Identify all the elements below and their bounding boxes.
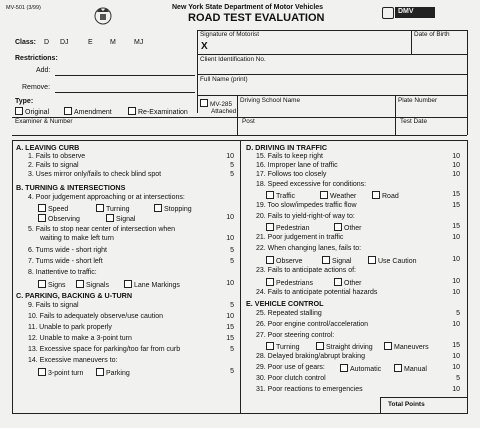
type-amendment[interactable]: Amendment: [64, 107, 112, 117]
test-date-label: Test Date: [400, 118, 427, 125]
type-original[interactable]: Original: [15, 107, 49, 117]
b8-signals[interactable]: Signals: [76, 280, 109, 290]
c14-parking[interactable]: Parking: [96, 368, 130, 378]
item-26: 26. Poor engine control/acceleration: [256, 321, 369, 328]
item-6: 6. Turns wide - short right: [28, 247, 107, 254]
item-8-pts: 10: [226, 280, 234, 287]
dmv-logo-text: DMV: [398, 8, 414, 15]
d22-observe[interactable]: Observe: [266, 256, 302, 266]
d20-pedestrian[interactable]: Pedestrian: [266, 223, 309, 233]
b4-signal[interactable]: Signal: [106, 214, 135, 224]
item-11: 11. Unable to park properly: [28, 324, 112, 331]
item-22-pts: 10: [452, 256, 460, 263]
item-9: 9. Fails to signal: [28, 302, 79, 309]
item-24: 24. Fails to anticipate potential hazards: [256, 289, 378, 296]
item-18-pts: 15: [452, 191, 460, 198]
type-reexam[interactable]: Re-Examination: [128, 107, 188, 117]
item-24-pts: 10: [452, 289, 460, 296]
item-31: 31. Poor reactions to emergencies: [256, 386, 363, 393]
item-5: 5. Fails to stop near center of intersection when: [28, 226, 176, 233]
b8-signs[interactable]: Signs: [38, 280, 66, 290]
item-17: 17. Follows too closely: [256, 171, 327, 178]
agency-name: New York State Department of Motor Vehicles: [172, 4, 324, 11]
plate-label: Plate Number: [398, 97, 438, 104]
driving-school-label: Driving School Name: [240, 97, 301, 104]
full-name-label: Full Name (print): [200, 76, 248, 83]
item-8: 8. Inattentive to traffic:: [28, 269, 97, 276]
d23-other[interactable]: Other: [334, 278, 362, 288]
item-18: 18. Speed excessive for conditions:: [256, 181, 367, 188]
signature-label: Signature of Motorist: [200, 31, 259, 38]
item-12-pts: 15: [226, 335, 234, 342]
item-20: 20. Fails to yield-right-of way to:: [256, 213, 355, 220]
add-label: Add:: [36, 67, 51, 74]
item-3-pts: 5: [230, 171, 234, 178]
item-2: 2. Fails to signal: [28, 162, 79, 169]
item-5-pts: 10: [226, 235, 234, 242]
d23-pedestrians[interactable]: Pedestrians: [266, 278, 313, 288]
c14-3-point-turn[interactable]: 3-point turn: [38, 368, 83, 378]
item-27: 27. Poor steering control:: [256, 332, 335, 339]
item-1-pts: 10: [226, 153, 234, 160]
attached-label: Attached: [211, 108, 237, 115]
form-id: MV-501 (3/99): [6, 5, 41, 11]
client-id-label: Client Identification No.: [200, 56, 266, 63]
item-11-pts: 15: [226, 324, 234, 331]
d18-weather[interactable]: Weather: [320, 191, 356, 201]
item-27-pts: 15: [452, 342, 460, 349]
d22-signal[interactable]: Signal: [322, 256, 351, 266]
class-m[interactable]: M: [110, 39, 116, 46]
item-13: 13. Excessive space for parking/too far from curb: [28, 346, 181, 353]
class-mj[interactable]: MJ: [134, 39, 144, 46]
item-10: 10. Fails to adequately observe/use caution: [28, 313, 164, 320]
item-4: 4. Poor judgement approaching or at intersections:: [28, 194, 185, 201]
total-points-label: Total Points: [388, 401, 425, 408]
item-16-pts: 10: [452, 162, 460, 169]
d18-traffic[interactable]: Traffic: [266, 191, 295, 201]
item-2-pts: 5: [230, 162, 234, 169]
item-25-pts: 5: [456, 310, 460, 317]
d18-road[interactable]: Road: [372, 191, 399, 201]
b4-turning[interactable]: Turning: [96, 204, 129, 214]
item-22: 22. When changing lanes, fails to:: [256, 245, 362, 252]
item-15: 15. Fails to keep right: [256, 153, 323, 160]
type-label: Type:: [15, 98, 34, 105]
section-a-title: A. LEAVING CURB: [16, 143, 80, 152]
state-seal-icon: [92, 4, 114, 26]
item-30: 30. Poor clutch control: [256, 375, 326, 382]
item-19: 19. Too slow/impedes traffic flow: [256, 202, 357, 209]
item-6-pts: 5: [230, 247, 234, 254]
b4-observing[interactable]: Observing: [38, 214, 80, 224]
item-21: 21. Poor judgement in traffic: [256, 234, 344, 241]
item-20-pts: 15: [452, 223, 460, 230]
item-17-pts: 10: [452, 171, 460, 178]
item-23-pts: 10: [452, 278, 460, 285]
item-5-cont: waiting to make left turn: [40, 235, 114, 242]
section-d-title: D. DRIVING IN TRAFFIC: [246, 143, 328, 152]
item-14: 14. Excessive maneuvers to:: [28, 357, 118, 364]
item-10-pts: 10: [226, 313, 234, 320]
item-9-pts: 5: [230, 302, 234, 309]
item-29-pts: 10: [452, 364, 460, 371]
item-16: 16. Improper lane of traffic: [256, 162, 338, 169]
item-31-pts: 10: [452, 386, 460, 393]
item-21-pts: 10: [452, 234, 460, 241]
item-4-pts: 10: [226, 214, 234, 221]
remove-label: Remove:: [22, 84, 51, 91]
dob-label: Date of Birth: [414, 31, 450, 38]
item-23: 23. Fails to anticipate actions of:: [256, 267, 356, 274]
item-1: 1. Fails to observe: [28, 153, 86, 160]
d20-other[interactable]: Other: [334, 223, 362, 233]
signature-mark: X: [201, 41, 208, 52]
item-15-pts: 10: [452, 153, 460, 160]
item-14-pts: 5: [230, 368, 234, 375]
item-25: 25. Repeated stalling: [256, 310, 322, 317]
item-26-pts: 10: [452, 321, 460, 328]
e27-maneuvers[interactable]: Maneuvers: [384, 342, 429, 352]
item-30-pts: 5: [456, 375, 460, 382]
item-28-pts: 10: [452, 353, 460, 360]
b4-stopping[interactable]: Stopping: [154, 204, 192, 214]
section-e-title: E. VEHICLE CONTROL: [246, 299, 324, 308]
e27-turning[interactable]: Turning: [266, 342, 299, 352]
restrictions-label: Restrictions:: [15, 55, 58, 62]
e27-straight-driving[interactable]: Straight driving: [316, 342, 373, 352]
b8-lane-markings[interactable]: Lane Markings: [124, 280, 180, 290]
class-label: Class:: [15, 39, 37, 46]
item-19-pts: 15: [452, 202, 460, 209]
section-c-title: C. PARKING, BACKING & U-TURN: [16, 291, 133, 300]
class-d[interactable]: D: [44, 39, 50, 46]
dmv-logo: [382, 6, 436, 20]
d22-use-caution[interactable]: Use Caution: [368, 256, 417, 266]
e29-automatic[interactable]: Automatic: [340, 364, 381, 374]
item-3: 3. Uses mirror only/fails to check blind spot: [28, 171, 162, 178]
class-e[interactable]: E: [88, 39, 93, 46]
class-dj[interactable]: DJ: [60, 39, 69, 46]
item-7: 7. Turns wide - short left: [28, 258, 103, 265]
item-28: 28. Delayed braking/abrupt braking: [256, 353, 365, 360]
e29-manual[interactable]: Manual: [394, 364, 427, 374]
item-29: 29. Poor use of gears:: [256, 364, 325, 371]
section-b-title: B. TURNING & INTERSECTIONS: [16, 183, 126, 192]
post-label: Post: [242, 118, 255, 125]
item-7-pts: 5: [230, 258, 234, 265]
form-title: ROAD TEST EVALUATION: [188, 12, 325, 24]
item-13-pts: 5: [230, 346, 234, 353]
mv285-checkbox[interactable]: MV-285: [200, 99, 232, 108]
item-12: 12. Unable to make a 3-point turn: [28, 335, 132, 342]
examiner-label: Examiner & Number: [15, 118, 73, 125]
b4-speed[interactable]: Speed: [38, 204, 68, 214]
